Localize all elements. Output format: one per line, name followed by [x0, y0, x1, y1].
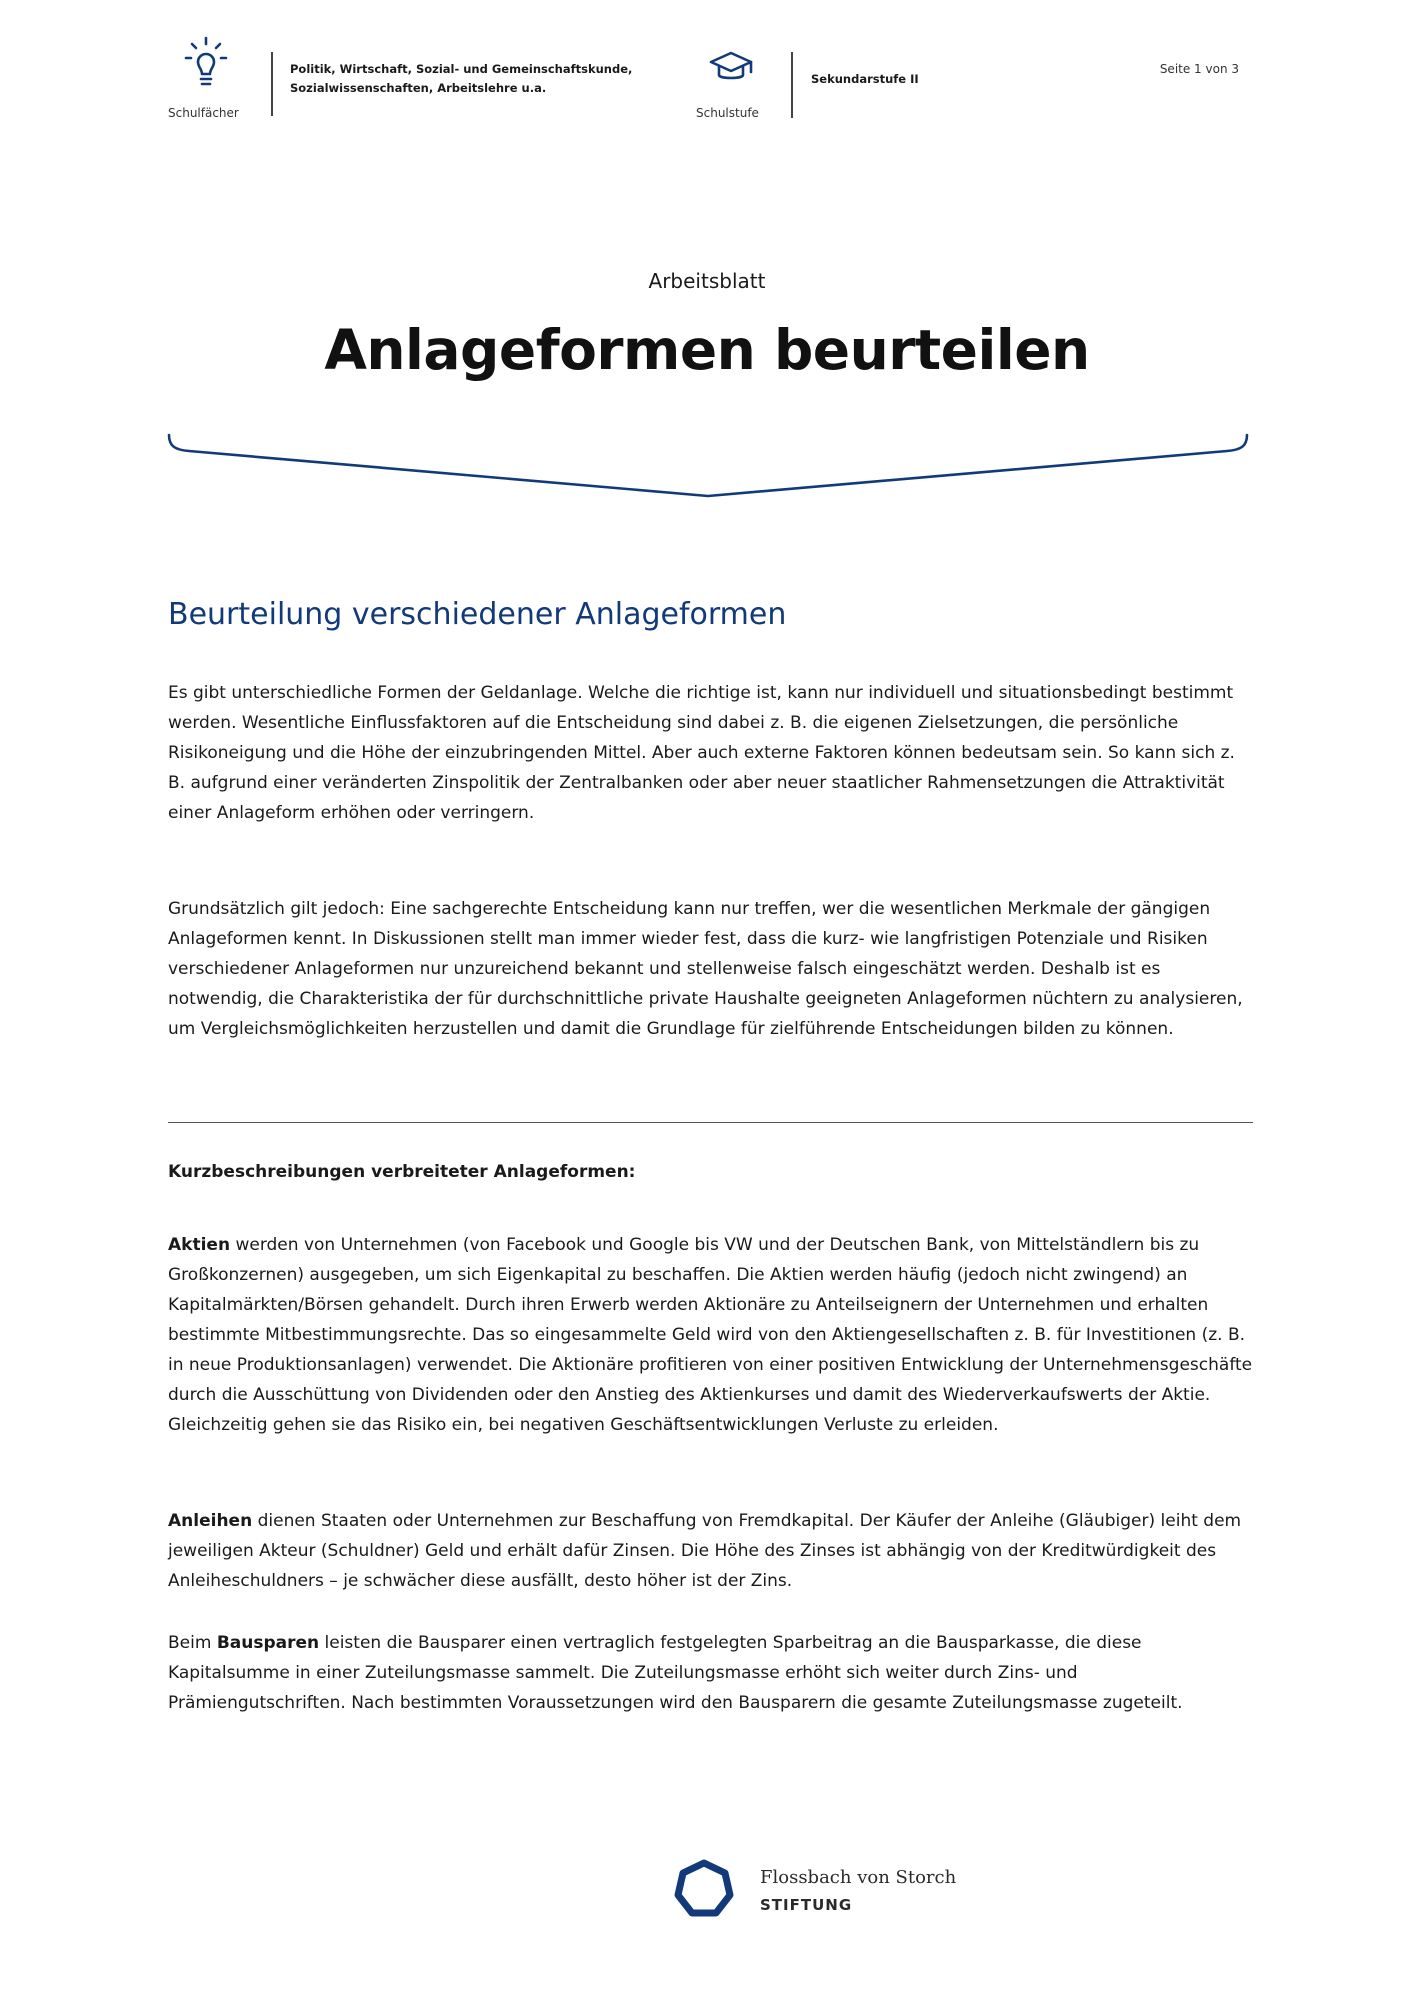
subjects-line-1: Politik, Wirtschaft, Sozial- und Gemeinschaftskunde,	[290, 62, 633, 76]
subjects-line-2: Sozialwissenschaften, Arbeitslehre u.a.	[290, 81, 547, 95]
anleihen-term: Anleihen	[168, 1511, 253, 1531]
logo-subtitle: STIFTUNG	[760, 1896, 853, 1914]
page-title: Anlageformen beurteilen	[324, 318, 1090, 382]
level-caption: Schulstufe	[696, 106, 759, 120]
level-text: Sekundarstufe II	[811, 72, 919, 86]
bausparen-prefix: Beim	[168, 1633, 217, 1653]
subjects-divider	[271, 52, 273, 116]
title-swoosh-divider	[165, 428, 1251, 506]
logo-name: Flossbach von Storch	[760, 1867, 957, 1888]
lightbulb-icon	[184, 36, 228, 96]
section-heading: Beurteilung verschiedener Anlageformen	[168, 597, 787, 632]
worksheet-kicker: Arbeitsblatt	[648, 269, 766, 293]
heptagon-logo-icon	[672, 1858, 736, 1924]
page-number: Seite 1 von 3	[1159, 62, 1239, 76]
subjects-caption: Schulfächer	[168, 106, 239, 120]
anleihen-paragraph	[168, 1506, 1253, 1596]
bausparen-text: leisten die Bausparer einen vertraglich festgelegten Sparbeitrag an die Bausparkasse, die diese Kapitalsumme in einer Zuteilungsmasse sammelt. Die Zuteilungsmasse erhöht sich weiter durch Zins- und Prämiengutschriften. Nach bestimmten Voraussetzungen wird den Bausparern die gesamte Zuteilungsmasse zugeteilt.	[168, 1633, 1183, 1713]
descriptions-heading: Kurzbeschreibungen verbreiteter Anlageformen:	[168, 1162, 636, 1182]
section-divider	[168, 1122, 1253, 1123]
aktien-paragraph	[168, 1230, 1253, 1440]
intro-paragraph-2: Grundsätzlich gilt jedoch: Eine sachgerechte Entscheidung kann nur treffen, wer die wesentlichen Merkmale der gängigen Anlageformen kennt. In Diskussionen stellt man immer wieder fest, dass die kurz- wie langfristigen Potenziale und Risiken verschiedener Anlageformen nur unzureichend bekannt und stellenweise falsch eingeschätzt werden. Deshalb ist es notwendig, die Charakteristika der für durchschnittliche private Haushalte geeigneten Anlageformen nüchtern zu analysieren, um Vergleichsmöglichkeiten herzustellen und damit die Grundlage für zielführende Entscheidungen bilden zu können.	[168, 899, 1243, 1039]
graduation-cap-icon	[708, 50, 754, 90]
subjects-text	[290, 60, 632, 98]
bausparen-paragraph	[168, 1628, 1253, 1718]
anleihen-text: dienen Staaten oder Unternehmen zur Beschaffung von Fremdkapital. Der Käufer der Anleihe (Gläubiger) leiht dem jeweiligen Akteur (Schuldner) Geld und erhält dafür Zinsen. Die Höhe des Zinses ist abhängig von der Kreditwürdigkeit des Anleiheschuldners – je schwächer diese ausfällt, desto höher ist der Zins.	[168, 1511, 1242, 1591]
aktien-term: Aktien	[168, 1235, 231, 1255]
bausparen-term: Bausparen	[216, 1633, 320, 1653]
level-divider	[791, 52, 793, 118]
intro-paragraph-1: Es gibt unterschiedliche Formen der Geldanlage. Welche die richtige ist, kann nur individuell und situationsbedingt bestimmt werden. Wesentliche Einflussfaktoren auf die Entscheidung sind dabei z. B. die eigenen Zielsetzungen, die persönliche Risikoneigung und die Höhe der einzubringenden Mittel. Aber auch externe Faktoren können bedeutsam sein. So kann sich z. B. aufgrund einer veränderten Zinspolitik der Zentralbanken oder aber neuer staatlicher Rahmensetzungen die Attraktivität einer Anlageform erhöhen oder verringern.	[168, 683, 1235, 823]
aktien-text: werden von Unternehmen (von Facebook und Google bis VW und der Deutschen Bank, von Mittelständlern bis zu Großkonzernen) ausgegeben, um sich Eigenkapital zu beschaffen. Die Aktien werden häufig (jedoch nicht zwingend) an Kapitalmärkten/Börsen gehandelt. Durch ihren Erwerb werden Aktionäre zu Anteilseignern der Unternehmen und erhalten bestimmte Mitbestimmungsrechte. Das so eingesammelte Geld wird von den Aktiengesellschaften z. B. für Investitionen (z. B. in neue Produktionsanlagen) verwendet. Die Aktionäre profitieren von einer positiven Entwicklung der Unternehmensgeschäfte durch die Ausschüttung von Dividenden oder den Anstieg des Aktienkurses und damit des Wiederverkaufswerts der Aktie. Gleichzeitig gehen sie das Risiko ein, bei negativen Geschäftsentwicklungen Verluste zu erleiden.	[168, 1235, 1253, 1435]
